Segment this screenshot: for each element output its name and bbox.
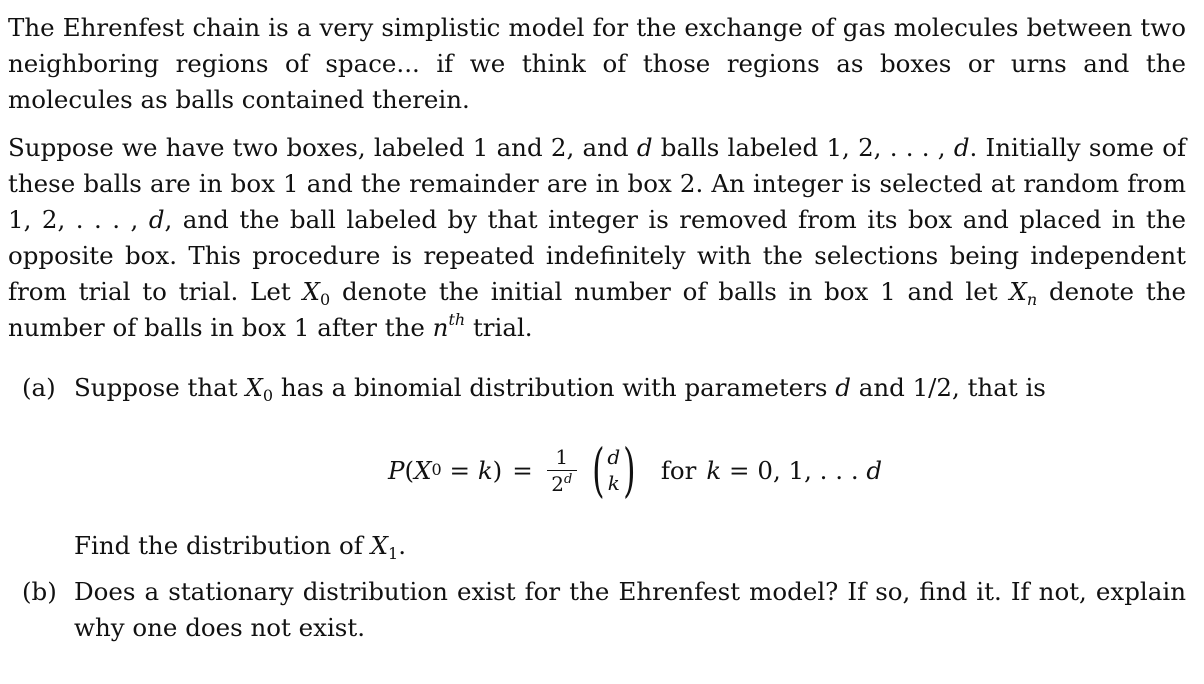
part-b bbox=[8, 574, 1186, 646]
part-b-text: Does a stationary distribution exist for the Ehrenfest model? If so, find it. If not, explain why one does not exist. bbox=[74, 577, 1186, 642]
part-a bbox=[8, 370, 1186, 406]
intro-paragraph: The Ehrenfest chain is a very simplistic model for the exchange of gas molecules between two neighboring regions of space... if we think of those regions as boxes or urns and the molecules as balls contained therein. bbox=[8, 13, 1186, 114]
fraction: $\frac{1}{2^d}$ bbox=[547, 446, 577, 495]
binomial-equation: P ( X 0 = k ) = $\frac{1}{2^d}$ ( d k ) for k = 0, 1, . . . d bbox=[388, 436, 883, 504]
setup-paragraph: Suppose we have two boxes, labeled 1 and 2, and d balls labeled 1, 2, . . . , d. Initially some of these balls are in box 1 and the remainder are in box 2. An integer is selected at random from 1, 2, . . . , d, and the ball labeled by that integer is removed from its box and placed in the opposite box. This procedure is repeated indefinitely with the selections being independent from trial to trial. Let $X_0$ denote the initial number of balls in box 1 and let $X_n$ denote the number of balls in box 1 after the $n^{th}$ trial. bbox=[8, 133, 1187, 342]
part-b-label: (b) bbox=[22, 577, 57, 606]
part-a-label: (a) bbox=[22, 373, 56, 402]
part-a-text: Suppose that $X_0$ has a binomial distribution with parameters d and 1/2, that is bbox=[74, 373, 1046, 405]
problem-document bbox=[8, 10, 1186, 646]
binomial-coefficient: ( d k ) bbox=[591, 436, 636, 504]
part-a-question: Find the distribution of $X_1$. bbox=[74, 531, 406, 563]
